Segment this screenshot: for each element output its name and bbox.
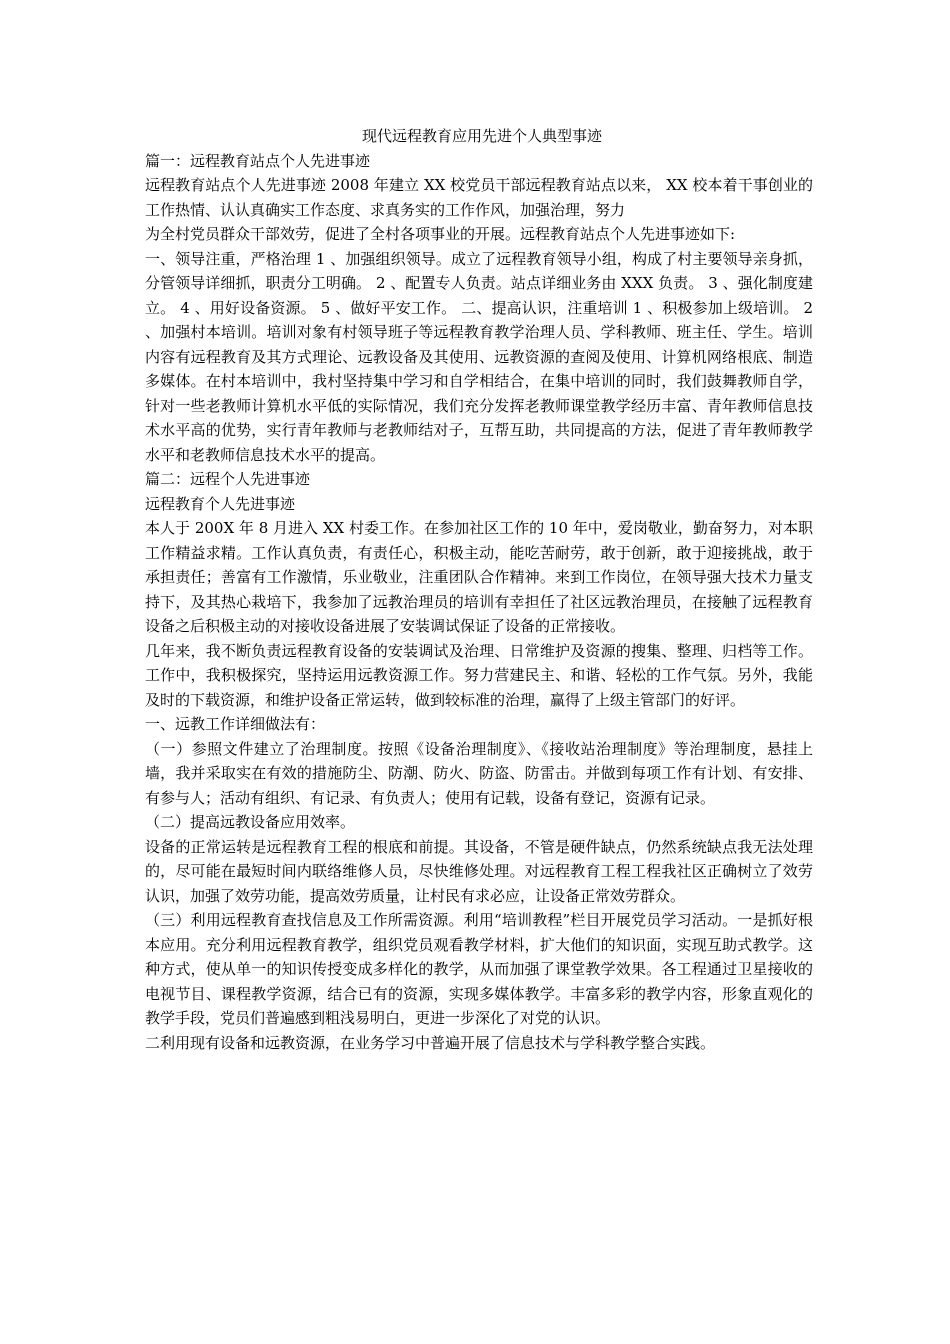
subheading: 远程教育个人先进事迹 — [145, 494, 296, 513]
section-heading-1: 篇一：远程教育站点个人先进事迹 — [145, 151, 371, 170]
paragraph: 本人于 200X 年 8 月进入 XX 村委工作。在参加社区工作的 10 年中，爱岗敬业，勤奋努力，对本职工作精益求精。工作认真负责，有责任心，积极主动，能吃苦耐劳，敢于创新，敢于迎接挑战，敢于承担责任；善富有工作激情，乐业敬业，注重团队合作精神。来到工作岗位，在领导强大技术力量支持下，及其热心栽培下，我参加了远教治理员的培训有幸担任了社区远教治理员，在接触了远程教育设备之后积极主动的对接收设备进展了安装调试保证了设备的正常接收。 — [145, 519, 813, 635]
paragraph: （三）利用远程教育查找信息及工作所需资源。利用“培训教程”栏目开展党员学习活动。一是抓好根本应用。充分利用远程教育教学，组织党员观看教学材料，扩大他们的知识面，实现互助式教学。这种方式，使从单一的知识传授变成多样化的教学，从而加强了课堂教学效果。各工程通过卫星接收的电视节目、课程教学资源，结合已有的资源，实现多媒体教学。丰富多彩的教学内容，形象直观化的教学手段，党员们普遍感到粗浅易明白，更进一步深化了对党的认识。 — [145, 911, 813, 1027]
section-heading-2: 篇二：远程个人先进事迹 — [145, 470, 311, 488]
paragraph: 为全村党员群众干部效劳，促进了全村各项事业的开展。远程教育站点个人先进事迹如下: — [145, 225, 736, 243]
paragraph: 远程教育站点个人先进事迹 2008 年建立 XX 校党员干部远程教育站点以来， XX 校本着干事创业的工作热情、认认真确实工作态度、求真务实的工作作风，加强治理，努力 — [145, 176, 813, 219]
document-body — [145, 124, 813, 1055]
paragraph: （一）参照文件建立了治理制度。按照《设备治理制度》、《接收站治理制度》等治理制度，悬挂上墙，我并采取实在有效的措施防尘、防潮、防火、防盗、防雷击。并做到每项工作有计划、有安排、有参与人；活动有组织、有记录、有负责人；使用有记载，设备有登记，资源有记录。 — [145, 739, 813, 807]
paragraph: 设备的正常运转是远程教育工程的根底和前提。其设备，不管是硬件缺点，仍然系统缺点我无法处理的，尽可能在最短时间内联络维修人员，尽快维修处理。对远程教育工程工程我社区正确树立了效劳认识，加强了效劳功能，提高效劳质量，让村民有求必应，让设备正常效劳群众。 — [145, 837, 813, 905]
document-title: 现代远程教育应用先进个人典型事迹 — [361, 127, 602, 145]
paragraph: 一、领导注重，严格治理 1 、加强组织领导。成立了远程教育领导小组，构成了村主要领导亲身抓，分管领导详细抓，职责分工明确。 2 、配置专人负责。站点详细业务由 XXX 负责。 3 、强化制度建立。 4 、用好设备资源。 5 、做好平安工作。 二、提高认识，注重培训 1 、积极参加上级培训。 2 、加强村本培训。培训对象有村领导班子等远程教育教学治理人员、学科教师、班主任、学生。培训内容有远程教育及其方式理论、远教设备及其使用、远教资源的查阅及使用、计算机网络根底、制造多媒体。在村本培训中，我村坚持集中学习和自学相结合，在集中培训的同时，我们鼓舞教师自学，针对一些老教师计算机水平低的实际情况，我们充分发挥老教师课堂教学经历丰富、青年教师信息技术水平高的优势，实行青年教师与老教师结对子，互帮互助，共同提高的方法，促进了青年教师教学水平和老教师信息技术水平的提高。 — [145, 249, 813, 464]
subheading: 一、远教工作详细做法有： — [145, 715, 326, 733]
paragraph: 二利用现有设备和远教资源，在业务学习中普遍开展了信息技术与学科教学整合实践。 — [145, 1033, 716, 1052]
paragraph: 几年来，我不断负责远程教育设备的安装调试及治理、日常维护及资源的搜集、整理、归档等工作。工作中，我积极探究，坚持运用远教资源工作。努力营建民主、和谐、轻松的工作气氛。另外，我能及时的下载资源，和维护设备正常运转，做到较标准的治理，赢得了上级主管部门的好评。 — [145, 641, 813, 709]
subheading: （二）提高远教设备应用效率。 — [145, 813, 356, 831]
